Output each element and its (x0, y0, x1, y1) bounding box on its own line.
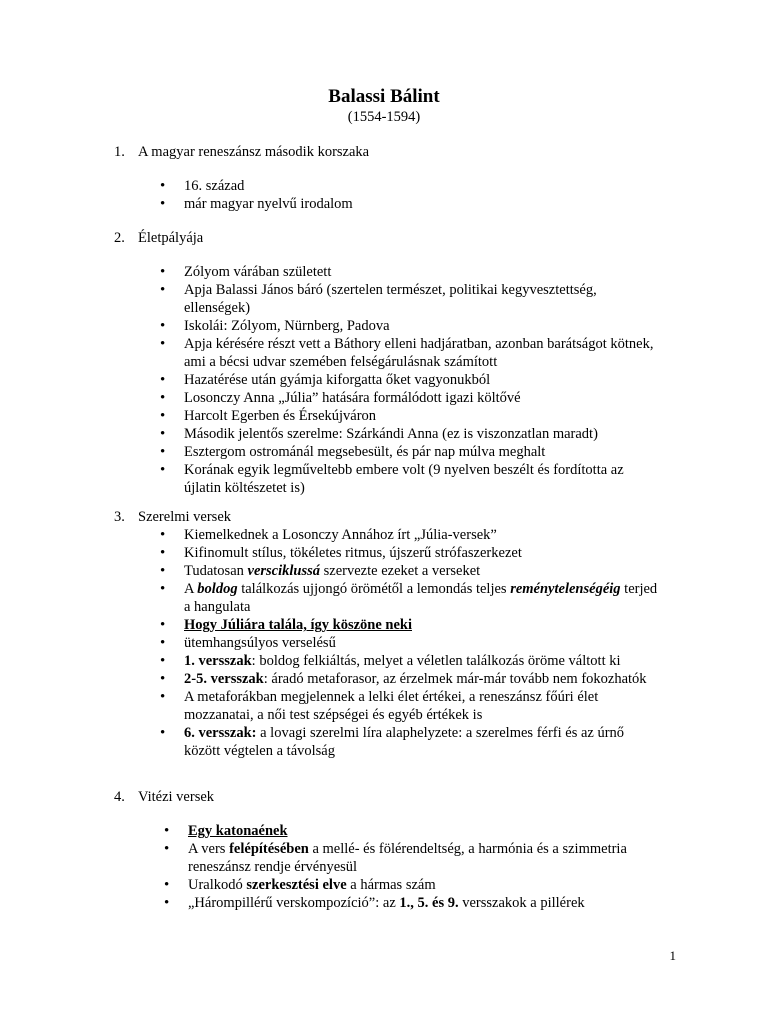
list-item-text: Apja kérésére részt vett a Báthory elleni hadjáratban, azonban barátságot kötnek, ami a bécsi udvar szemében felségárulásnak számított (184, 336, 654, 370)
list-item (162, 840, 662, 876)
section-list-2 (158, 263, 658, 497)
emphasized-text: Egy katonaének (188, 823, 288, 839)
list-item-text: szervezte ezeket a verseket (320, 563, 481, 579)
section-heading-3 (114, 508, 231, 526)
section-title: Életpályája (138, 230, 204, 246)
list-item-text: A vers (188, 841, 230, 857)
page-number: 1 (669, 948, 676, 963)
list-item (158, 652, 658, 670)
emphasized-text: 2-5. versszak (184, 671, 264, 687)
list-item-text: „Hárompillérű verskompozíció”: az (188, 895, 400, 911)
list-item (162, 822, 662, 840)
list-item-text: Iskolái: Zólyom, Nürnberg, Padova (184, 318, 390, 334)
list-item (162, 876, 662, 894)
list-item (158, 281, 658, 317)
list-item-text: versszakok a pillérek (458, 895, 585, 911)
document-title: Balassi Bálint (328, 86, 440, 107)
list-item-text: Második jelentős szerelme: Szárkándi Anna (ez is viszonzatlan maradt) (184, 426, 598, 442)
list-item-text: Losonczy Anna „Júlia” hatására formálódott igazi költővé (184, 390, 521, 406)
list-item (162, 894, 662, 912)
list-item (158, 562, 658, 580)
list-item (158, 688, 658, 724)
list-item-text: Uralkodó (188, 877, 247, 893)
section-list-3 (158, 526, 658, 760)
list-item-text: Korának egyik legműveltebb embere volt (9 nyelven beszélt és fordította az újlatin költészetet is) (184, 462, 624, 496)
list-item (158, 425, 658, 443)
list-item-text: Apja Balassi János báró (szertelen természet, politikai kegyvesztettség, ellenségek) (184, 282, 597, 316)
list-item (158, 177, 658, 195)
emphasized-text: versciklussá (247, 563, 321, 579)
list-item (158, 407, 658, 425)
list-item-text: Harcolt Egerben és Érsekújváron (184, 408, 377, 424)
document-subtitle: (1554-1594) (347, 109, 421, 125)
section-title: A magyar reneszánsz második korszaka (138, 144, 370, 160)
list-item-text: Kiemelkednek a Losonczy Annához írt „Júlia-versek” (184, 527, 497, 543)
list-item-text: a mellé- és fölérendeltség, a harmónia és a szimmetria reneszánsz rendje érvényesül (188, 841, 627, 875)
list-item (158, 724, 658, 760)
list-item-text: ütemhangsúlyos verselésű (184, 635, 336, 651)
section-list-4 (162, 822, 662, 912)
section-title: Vitézi versek (138, 789, 215, 805)
emphasized-text: 1., 5. és 9. (399, 895, 459, 911)
emphasized-text: felépítésében (229, 841, 309, 857)
section-heading-2 (114, 229, 203, 247)
list-item-text: A (184, 581, 198, 597)
list-item (158, 634, 658, 652)
list-item (158, 443, 658, 461)
list-item-text: Esztergom ostrománál megsebesült, és pár nap múlva meghalt (184, 444, 546, 460)
section-number: 1. (114, 144, 125, 160)
list-item (158, 544, 658, 562)
list-item (158, 335, 658, 371)
list-item-text: a lovagi szerelmi líra alaphelyzete: a szerelmes férfi és az úrnő között végtelen a távolság (184, 725, 625, 759)
list-item-text: Kifinomult stílus, tökéletes ritmus, újszerű strófaszerkezet (184, 545, 522, 561)
list-item (158, 389, 658, 407)
emphasized-text: reménytelenségéig (510, 581, 621, 597)
list-item-text: terjed a hangulata (184, 581, 658, 615)
section-number: 4. (114, 789, 125, 805)
list-item (158, 461, 658, 497)
list-item-text: A metaforákban megjelennek a lelki élet értékei, a reneszánsz főúri élet mozzanatai, a női test szépségei és egyéb értékek is (184, 689, 599, 723)
list-item (158, 263, 658, 281)
list-item-text: Zólyom várában született (184, 264, 332, 280)
list-item-text: találkozás ujjongó örömétől a lemondás teljes (237, 581, 511, 597)
emphasized-text: 1. versszak (184, 653, 252, 669)
list-item (158, 580, 658, 616)
list-item-text: : áradó metaforasor, az érzelmek már-már tovább nem fokozhatók (263, 671, 647, 687)
section-number: 2. (114, 230, 125, 246)
list-item-text: már magyar nyelvű irodalom (184, 196, 353, 212)
emphasized-text: boldog (197, 581, 238, 597)
emphasized-text: szerkesztési elve (246, 877, 347, 893)
list-item (158, 616, 658, 634)
section-heading-4 (114, 788, 214, 806)
list-item-text: a hármas szám (346, 877, 436, 893)
section-title: Szerelmi versek (138, 509, 232, 525)
list-item-text: 16. század (184, 178, 245, 194)
list-item (158, 526, 658, 544)
list-item (158, 317, 658, 335)
section-list-1 (158, 177, 658, 213)
emphasized-text: 6. versszak: (184, 725, 257, 741)
list-item (158, 670, 658, 688)
emphasized-text: Hogy Júliára talála, így köszöne neki (184, 617, 412, 633)
list-item-text: Hazatérése után gyámja kiforgatta őket vagyonukból (184, 372, 491, 388)
section-number: 3. (114, 509, 125, 525)
list-item-text: Tudatosan (184, 563, 248, 579)
list-item (158, 371, 658, 389)
list-item (158, 195, 658, 213)
list-item-text: : boldog felkiáltás, melyet a véletlen találkozás öröme váltott ki (251, 653, 621, 669)
section-heading-1 (114, 143, 369, 161)
